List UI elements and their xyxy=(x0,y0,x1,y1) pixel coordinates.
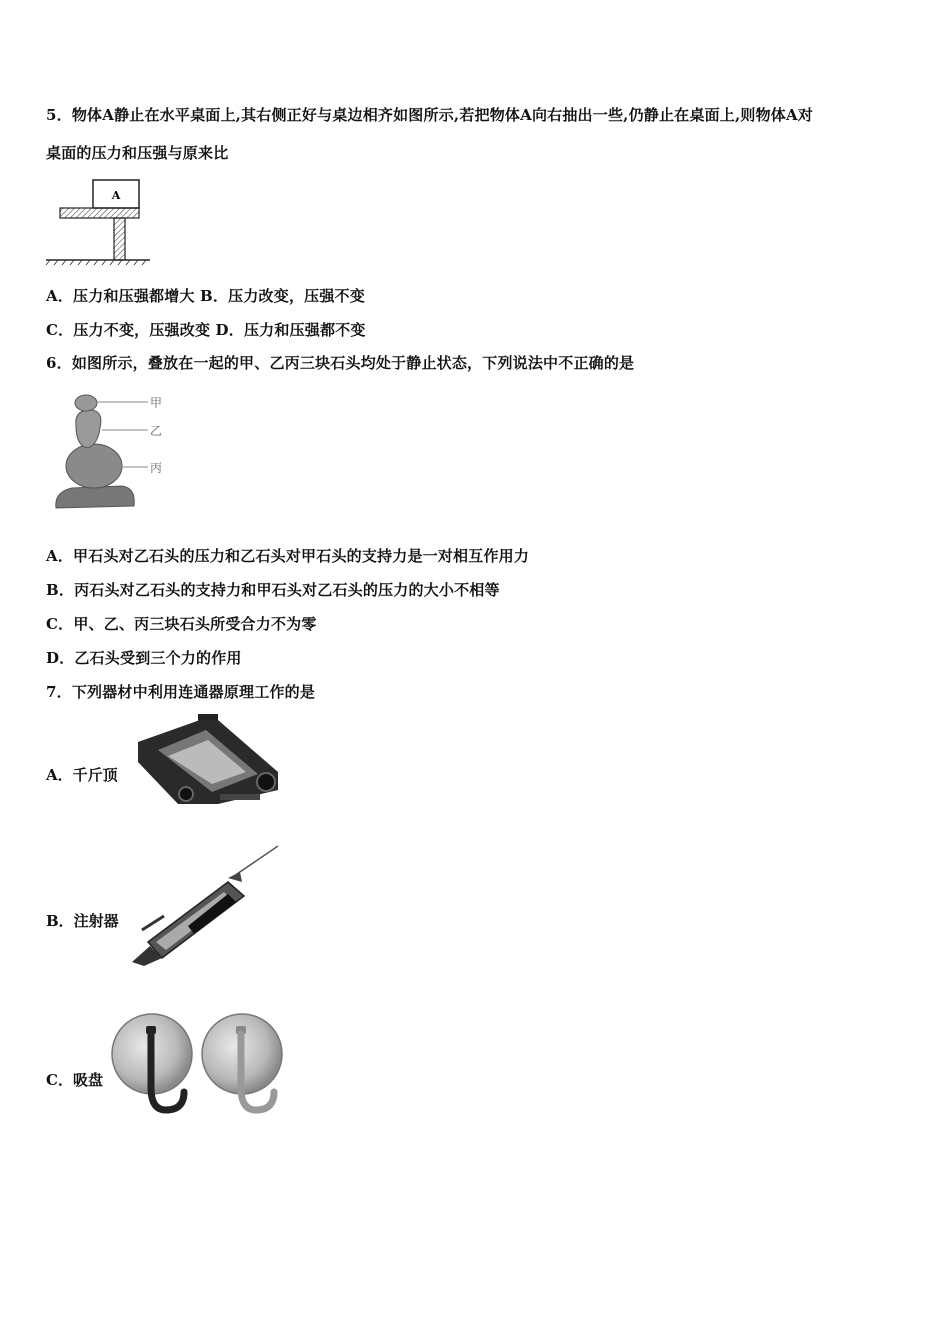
suction-cup-image xyxy=(108,1010,293,1120)
stacked-stones-figure xyxy=(50,388,180,516)
table-block-figure xyxy=(44,176,154,266)
q5-stem-line2: 桌面的压力和压强与原来比 xyxy=(46,144,229,162)
car-jack-image xyxy=(128,712,288,812)
q6-stem: 6．如图所示，叠放在一起的甲、乙丙三块石头均处于静止状态，下列说法中不正确的是 xyxy=(46,354,635,372)
q7-stem: 7．下列器材中利用连通器原理工作的是 xyxy=(46,683,316,701)
stone-bing xyxy=(66,444,122,488)
q5-options-row1: A．压力和压强都增大 B．压力改变，压强不变 xyxy=(46,287,365,305)
q5-stem-line1: 5．物体A静止在水平桌面上,其右侧正好与桌边相齐如图所示,若把物体A向右抽出一些,仍静止在桌面上,则物体A对 xyxy=(46,106,814,124)
q7-option-c: C．吸盘 xyxy=(46,1071,103,1089)
stone-yi xyxy=(76,410,101,448)
q6-option-c: C．甲、乙、丙三块石头所受合力不为零 xyxy=(46,615,317,633)
block-a-label: A xyxy=(111,189,121,202)
q6-option-a: A．甲石头对乙石头的压力和乙石头对甲石头的支持力是一对相互作用力 xyxy=(46,547,530,565)
q7-option-b: B．注射器 xyxy=(46,912,119,930)
q7-option-a: A．千斤顶 xyxy=(46,766,118,784)
q6-option-d: D．乙石头受到三个力的作用 xyxy=(46,649,242,667)
label-bing: 丙 xyxy=(150,461,163,475)
q5-options-row2: C．压力不变，压强改变 D．压力和压强都不变 xyxy=(46,321,366,339)
stone-jia xyxy=(75,395,97,411)
syringe-image xyxy=(128,842,288,966)
label-jia: 甲 xyxy=(150,396,163,410)
label-yi: 乙 xyxy=(150,424,163,438)
q6-option-b: B．丙石头对乙石头的支持力和甲石头对乙石头的压力的大小不相等 xyxy=(46,581,500,599)
